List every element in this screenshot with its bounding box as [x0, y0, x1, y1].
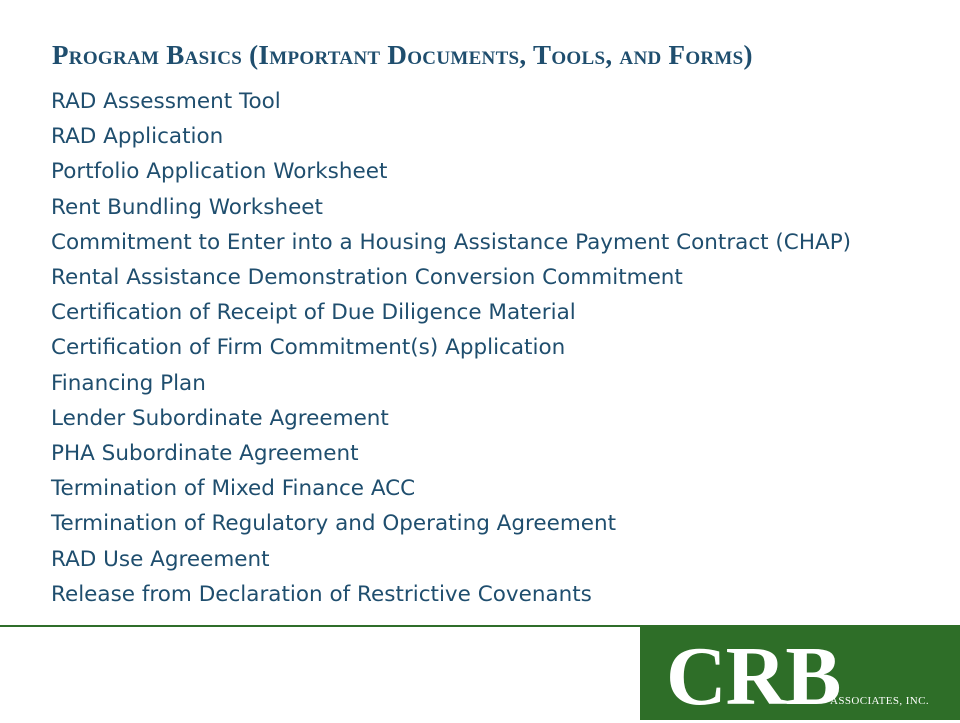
logo-subtitle: ASSOCIATES, INC.	[830, 695, 929, 707]
document-list	[51, 84, 851, 612]
list-item: Termination of Regulatory and Operating Agreement	[51, 511, 617, 537]
list-item: Certification of Firm Commitment(s) Application	[51, 335, 566, 361]
list-item: PHA Subordinate Agreement	[51, 441, 359, 467]
list-item: Commitment to Enter into a Housing Assistance Payment Contract (CHAP)	[51, 229, 852, 255]
list-item: Termination of Mixed Finance ACC	[51, 476, 416, 502]
footer-divider	[0, 625, 640, 627]
list-item: Rental Assistance Demonstration Conversion Commitment	[51, 265, 683, 291]
list-item: Lender Subordinate Agreement	[51, 405, 389, 431]
company-logo	[640, 625, 960, 723]
list-item: RAD Use Agreement	[51, 546, 270, 572]
list-item: RAD Application	[51, 124, 224, 150]
list-item: Certification of Receipt of Due Diligence Material	[51, 300, 576, 326]
list-item: Release from Declaration of Restrictive Covenants	[51, 581, 592, 607]
list-item: Portfolio Application Worksheet	[51, 159, 388, 185]
list-item: Rent Bundling Worksheet	[51, 194, 323, 220]
logo-wordmark: CRB	[666, 630, 841, 723]
slide-title: Program Basics (Important Documents, Tools, and Forms)	[52, 40, 753, 70]
list-item: Financing Plan	[51, 370, 206, 396]
list-item: RAD Assessment Tool	[51, 89, 281, 114]
